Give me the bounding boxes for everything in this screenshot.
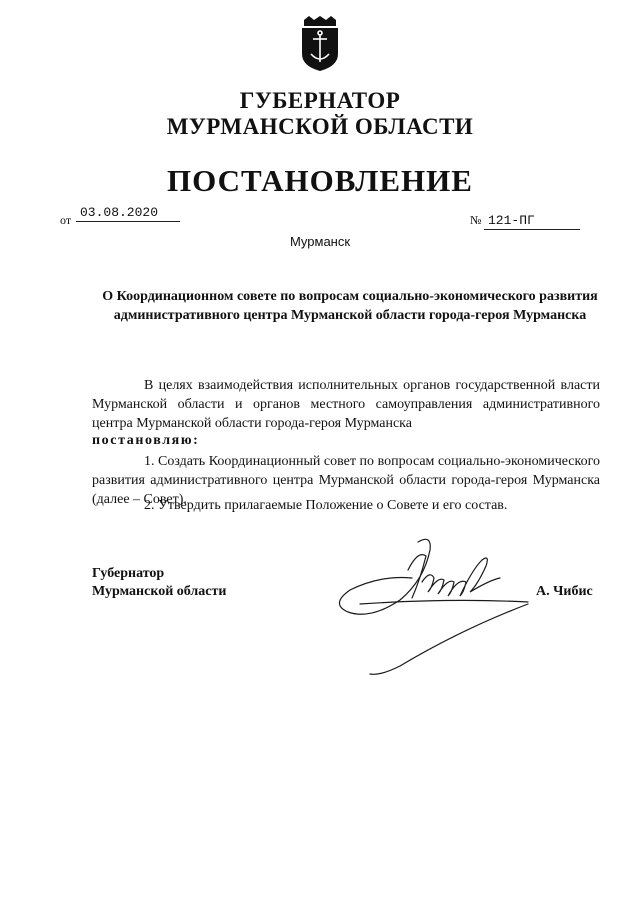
date-prefix: от <box>60 213 72 227</box>
body-paragraph-item-2: 2. Утвердить прилагаемые Положение о Совете и его состав. <box>144 498 508 513</box>
body-paragraph-preamble: В целях взаимодействия исполнительных органов государственной власти Мурманской области и органов местного самоуправления административного центра Мурманской области города-героя Мурманска <box>92 378 600 431</box>
coat-of-arms-emblem <box>298 16 342 72</box>
signatory-title-line2: Мурманской области <box>92 584 227 599</box>
signatory-name: А. Чибис <box>536 584 593 599</box>
date-underline <box>76 221 180 222</box>
org-title-line2: МУРМАНСКОЙ ОБЛАСТИ <box>166 114 474 139</box>
signatory-title-line1: Губернатор <box>92 566 165 581</box>
org-title-line1: ГУБЕРНАТОР <box>239 88 401 113</box>
document-date: 03.08.2020 <box>80 205 159 220</box>
document-type-title: ПОСТАНОВЛЕНИЕ <box>167 163 473 198</box>
body-paragraph-item-1: 1. Создать Координационный совет по вопросам социально-экономического развития административного центра Мурманской области города-героя Мурманска (далее – Совет). <box>92 454 600 507</box>
decree-word: постановляю: <box>92 433 200 448</box>
number-underline <box>484 229 580 230</box>
city-name: Мурманск <box>289 234 351 249</box>
document-subject: О Координационном совете по вопросам социально-экономического развития административного центра Мурманской области города-героя Мурманска <box>102 289 598 323</box>
handwritten-signature <box>300 520 540 680</box>
document-number: 121-ПГ <box>488 213 535 228</box>
number-prefix: № <box>470 213 482 227</box>
